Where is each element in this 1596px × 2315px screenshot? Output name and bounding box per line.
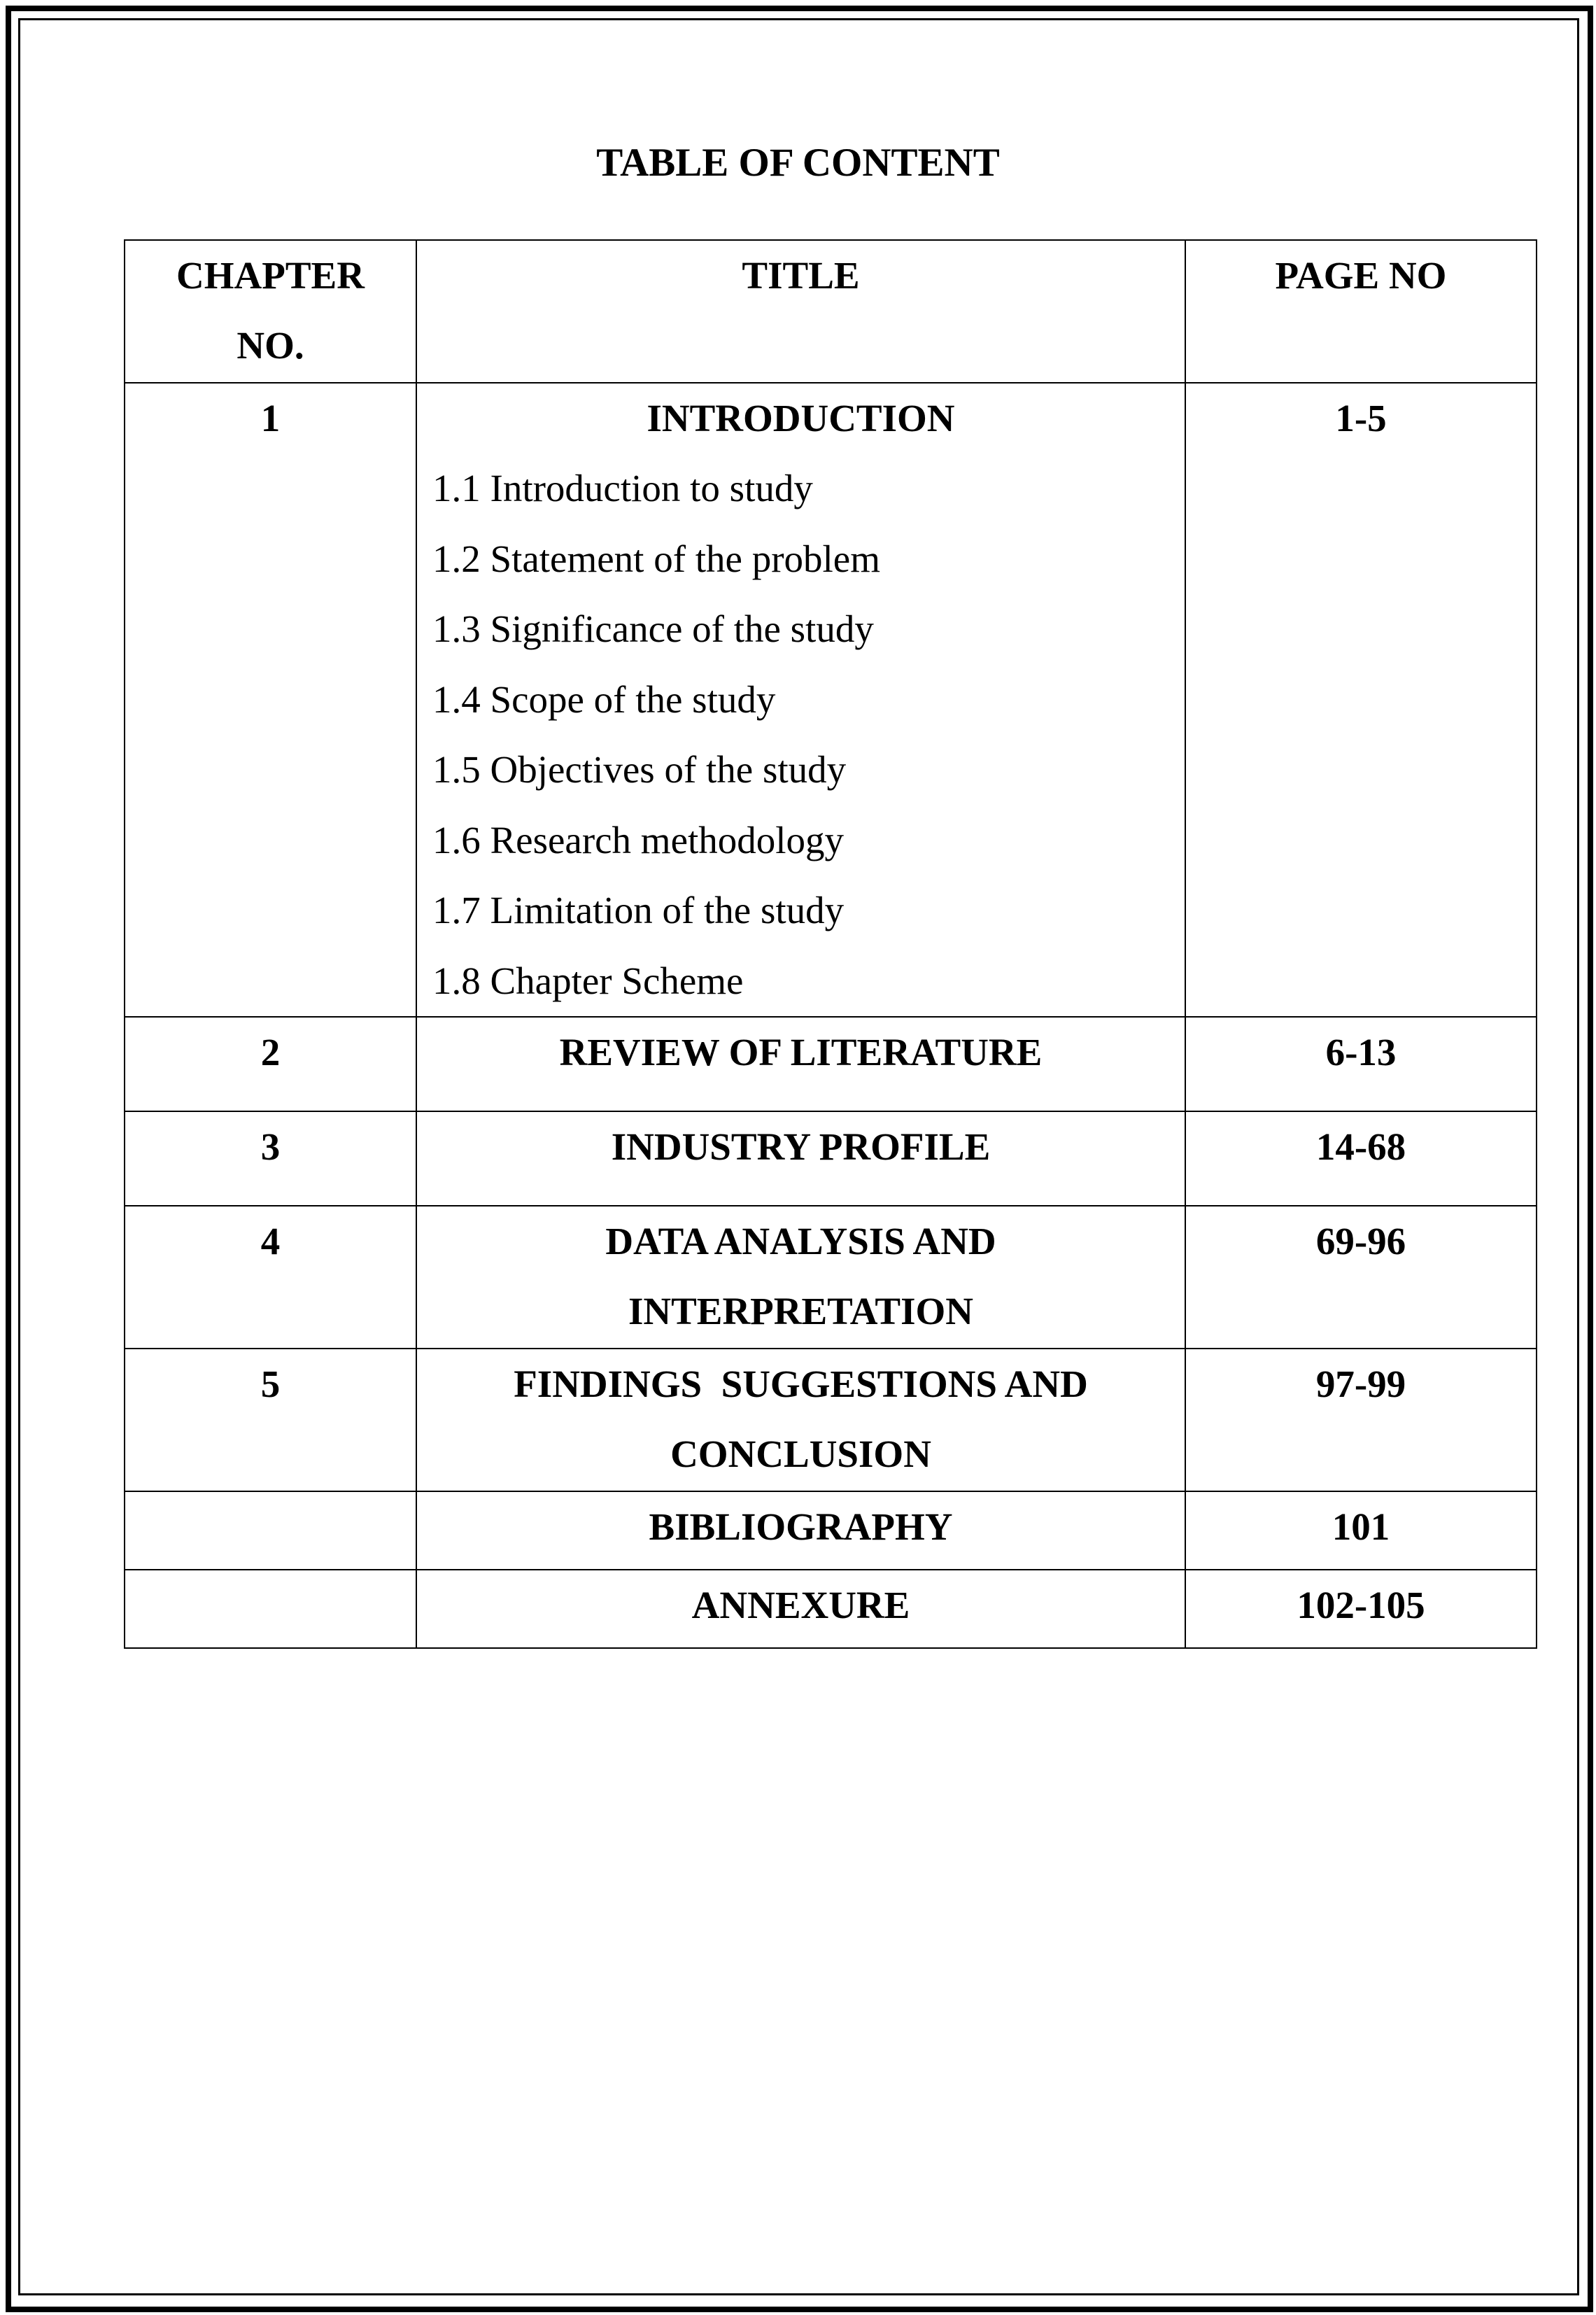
chapter-title-line2: INTERPRETATION [628,1290,974,1332]
header-title: TITLE [416,240,1185,383]
list-item: 1.2 Statement of the problem [432,537,880,580]
page-range: 14-68 [1185,1111,1537,1206]
chapter-title-line2: CONCLUSION [670,1433,931,1475]
header-chapter-no [125,240,416,383]
list-item: 1.3 Significance of the study [432,607,874,650]
chapter-title: REVIEW OF LITERATURE [416,1017,1185,1111]
chapter-number [125,1570,416,1648]
table-row [125,1349,1537,1491]
table-row [125,383,1537,1017]
chapter-title-cell [416,383,1185,1017]
toc-table [124,239,1537,1649]
header-chapter-line2: NO. [236,324,304,367]
page-title: TABLE OF CONTENT [596,141,1000,185]
chapter-title: INDUSTRY PROFILE [416,1111,1185,1206]
list-item: 1.1 Introduction to study [432,467,813,509]
chapter-title-line1: FINDINGS SUGGESTIONS AND [514,1363,1088,1405]
chapter-number: 5 [125,1349,416,1491]
chapter-number: 2 [125,1017,416,1111]
chapter-number: 1 [125,383,416,1017]
chapter-title [416,1349,1185,1491]
list-item: 1.4 Scope of the study [432,677,776,721]
list-item: 1.7 Limitation of the study [432,889,845,931]
page-range: 6-13 [1185,1017,1537,1111]
page-range: 97-99 [1185,1349,1537,1491]
chapter-number: 4 [125,1206,416,1349]
table-row [125,1206,1537,1349]
chapter-title: BIBLIOGRAPHY [416,1491,1185,1570]
chapter-title [416,1206,1185,1349]
table-row [125,1111,1537,1206]
chapter-number: 3 [125,1111,416,1206]
page-range: 101 [1185,1491,1537,1570]
page-range: 1-5 [1185,383,1537,1017]
header-page-no: PAGE NO [1185,240,1537,383]
chapter-title: ANNEXURE [416,1570,1185,1648]
page-range: 102-105 [1185,1570,1537,1648]
list-item: 1.5 Objectives of the study [432,748,847,791]
chapter-title: INTRODUCTION [647,397,955,439]
chapter-number [125,1491,416,1570]
list-item: 1.6 Research methodology [432,818,845,861]
list-item: 1.8 Chapter Scheme [432,959,744,1002]
subsection-list [417,453,1185,1016]
table-row [125,1570,1537,1648]
table-row [125,1491,1537,1570]
table-header-row [125,240,1537,383]
header-chapter-line1: CHAPTER [176,254,365,297]
chapter-title-line1: DATA ANALYSIS AND [605,1220,996,1262]
table-row [125,1017,1537,1111]
page-range: 69-96 [1185,1206,1537,1349]
